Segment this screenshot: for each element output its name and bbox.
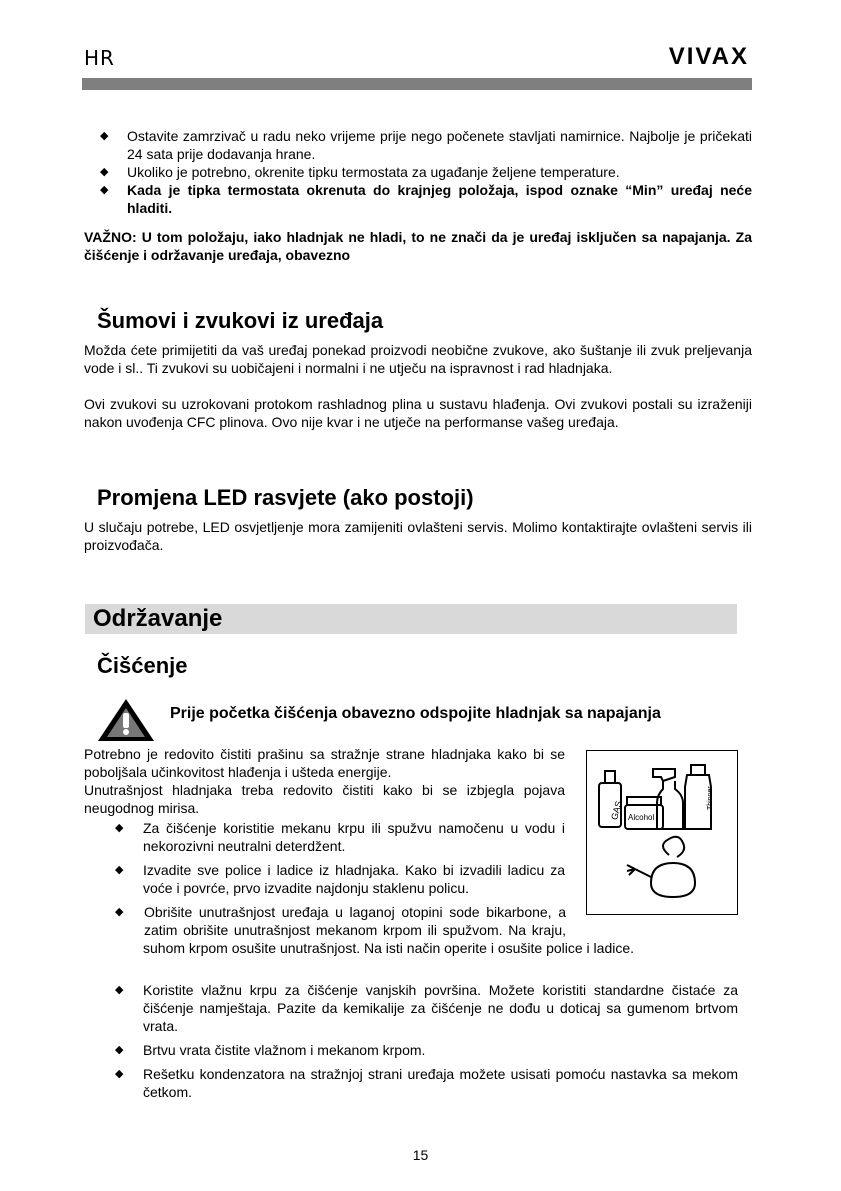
section-title-noise: Šumovi i zvukovi iz uređaja bbox=[97, 308, 384, 333]
alcohol-label: Alcohol bbox=[628, 813, 655, 822]
bullet-icon: ◆ bbox=[100, 166, 109, 178]
list-item: Obrišite unutrašnjost uređaja u laganoj otopini sode bikarbone, a zatim obrišite unutrašnjost mekanom krpom ili spužvom. Na kraju, suhom krpom osušite unutrašnjost. Na isti način operite i osušite police i ladice. bbox=[143, 903, 752, 957]
list-item: Brtvu vrata čistite vlažnom i mekanom krpom. bbox=[143, 1042, 426, 1058]
subsection-title-cleaning: Čišćenje bbox=[97, 653, 188, 678]
header-language: HR bbox=[84, 46, 115, 70]
list-item: Rešetku kondenzatora na stražnjoj strani uređaja možete usisati pomoću nastavka sa mekom četkom. bbox=[143, 1066, 738, 1100]
page-number: 15 bbox=[412, 1147, 429, 1163]
important-note: VAŽNO: U tom položaju, iako hladnjak ne hladi, to ne znači da je uređaj isključen sa napajanja. Za čišćenje i održavanje uređaja, obavezno bbox=[84, 229, 752, 263]
gas-label: GAS bbox=[609, 799, 624, 821]
list-item: Izvadite sve police i ladice iz hladnjaka. Kako bi izvadili ladicu za voće i povrće, prvo izvadite najdonju staklenu policu. bbox=[143, 862, 565, 896]
brand-logo: VIVAX bbox=[668, 43, 749, 70]
intro-bullet-warning: Kada je tipka termostata okrenuta do krajnjeg položaja, ispod oznake “Min” uređaj neće hladiti. bbox=[127, 182, 752, 216]
intro-bullet: Ukoliko je potrebno, okrenite tipku termostata za ugađanje željene temperature. bbox=[127, 164, 620, 180]
bullet-icon: ◆ bbox=[115, 864, 124, 876]
header-divider bbox=[82, 78, 752, 90]
intro-bullet: Ostavite zamrzivač u radu neko vrijeme prije nego počenete stavljati namirnice. Najbolje je pričekati 24 sata prije dodavanja hrane. bbox=[127, 128, 752, 162]
noise-paragraph-2: Ovi zvukovi su uzrokovani protokom rashladnog plina u sustavu hlađenja. Ovi zvukovi postali su izraženiji nakon uvođenja CFC plinova. Ovo nije kvar i ne utječe na performanse vašeg uređaja. bbox=[84, 396, 752, 430]
bullet-icon: ◆ bbox=[115, 1044, 124, 1056]
thinner-label: Thinner bbox=[707, 786, 714, 810]
chemicals-drawing bbox=[587, 751, 737, 914]
section-title-maintenance: Održavanje bbox=[93, 605, 223, 632]
bullet-icon: ◆ bbox=[115, 822, 124, 834]
warning-icon bbox=[96, 697, 156, 743]
bullet-icon: ◆ bbox=[115, 1068, 124, 1080]
bullet-icon: ◆ bbox=[100, 184, 109, 196]
bullet-icon: ◆ bbox=[100, 130, 109, 142]
section-title-led: Promjena LED rasvjete (ako postoji) bbox=[97, 485, 474, 510]
bullet-icon: ◆ bbox=[115, 906, 124, 918]
warning-text: Prije početka čišćenja obavezno odspojite hladnjak sa napajanja bbox=[170, 705, 661, 722]
cleaning-paragraph-2: Unutrašnjost hladnjaka treba redovito čistiti kako bi se izbjegla pojava neugodnog mirisa. bbox=[84, 782, 565, 816]
led-paragraph: U slučaju potrebe, LED osvjetljenje mora zamijeniti ovlašteni servis. Molimo kontaktirajte ovlašteni servis ili proizvođača. bbox=[84, 519, 752, 553]
bullet-icon: ◆ bbox=[115, 984, 124, 996]
noise-paragraph-1: Možda ćete primijetiti da vaš uređaj ponekad proizvodi neobične zvukove, ako šuštanje ili zvuk preljevanja vode i sl.. Ti zvukovi su uobičajeni i normalni i ne utječu na ispravnost i rad hladnjaka. bbox=[84, 342, 752, 376]
list-item: Koristite vlažnu krpu za čišćenje vanjskih površina. Možete koristiti standardne čistaće za čišćenje namještaja. Pazite da kemikalije za čišćenje ne dođu u doticaj sa gumenom brtvom vrata. bbox=[143, 982, 738, 1034]
list-item: Za čišćenje koristitie mekanu krpu ili spužvu namočenu u vodu i nekorozivni neutralni deterdžent. bbox=[143, 820, 565, 854]
cleaning-chemicals-illustration bbox=[586, 750, 738, 915]
cleaning-paragraph-1: Potrebno je redovito čistiti prašinu sa stražnje strane hladnjaka kako bi se poboljšala učinkovitost hlađenja i ušteda energije. bbox=[84, 746, 565, 780]
